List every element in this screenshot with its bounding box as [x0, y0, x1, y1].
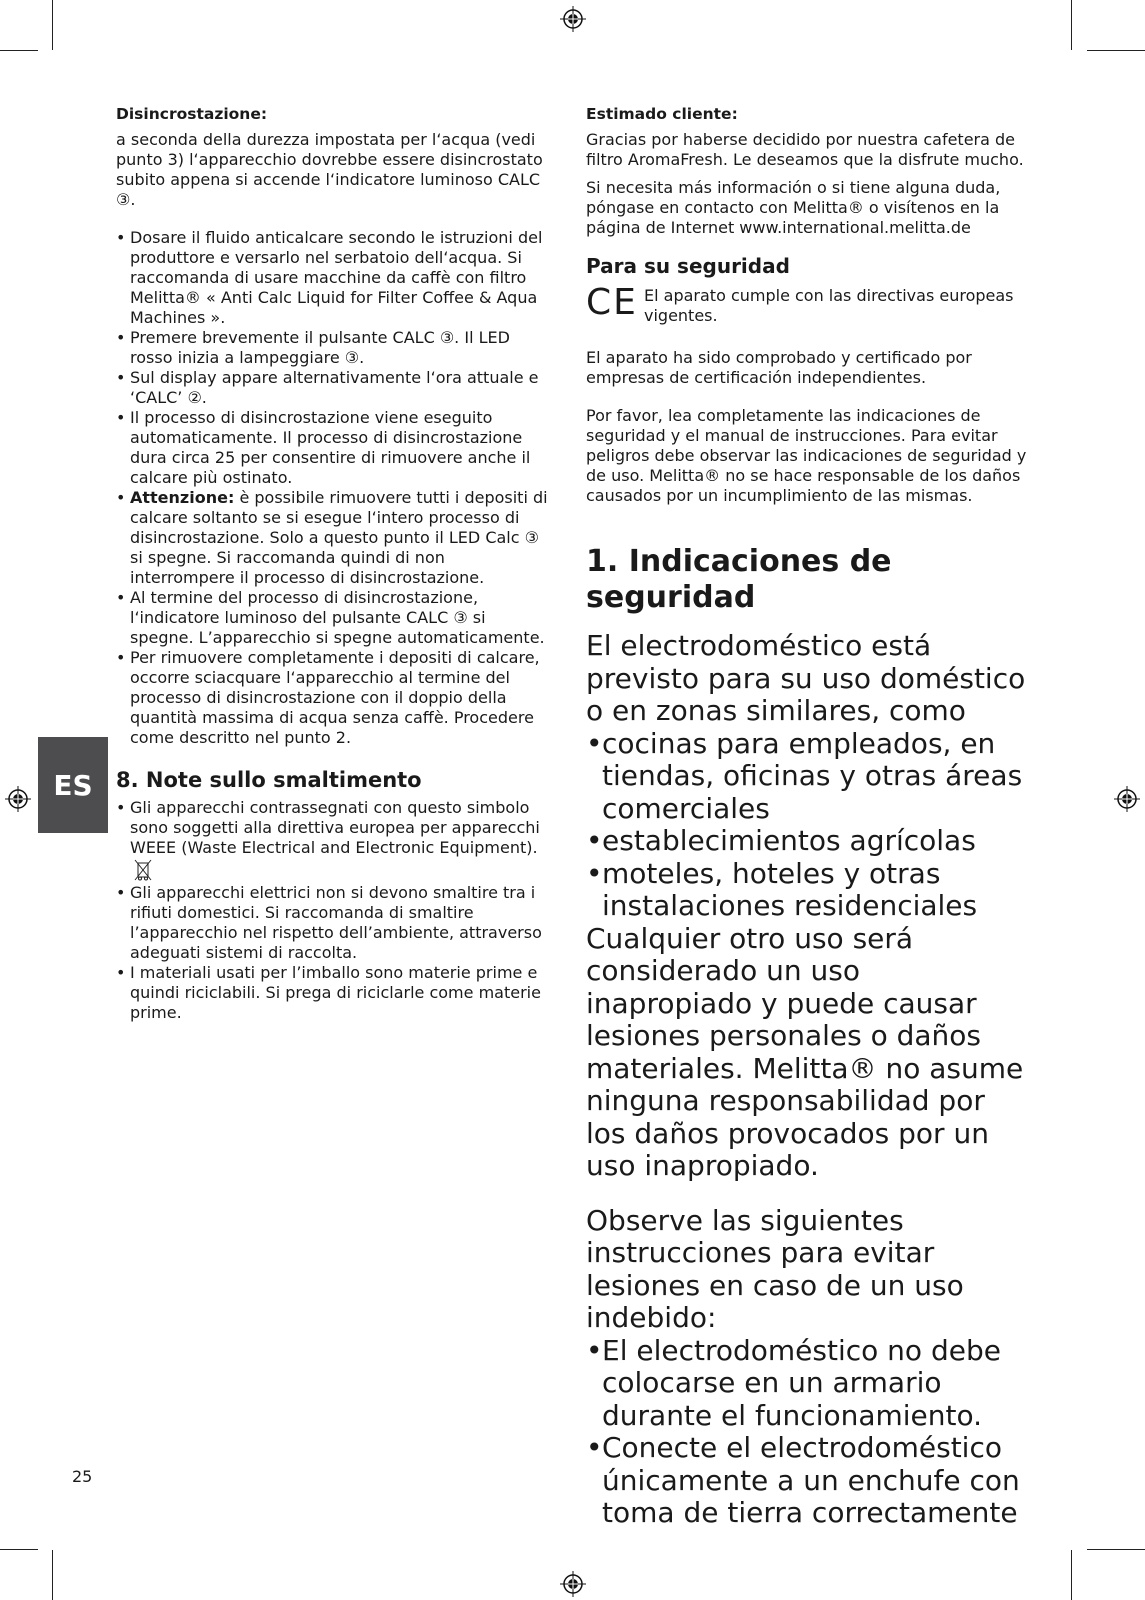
intended-use-text: El electrodoméstico está previsto para su uso doméstico o en zonas similares, como [586, 629, 1026, 727]
greeting-paragraph: Si necesita más información o si tiene alguna duda, póngase en contacto con Melitta® o visítenos en la página de Internet www.international.melitta.de [586, 178, 1001, 237]
observe-text: Observe las siguientes instrucciones para evitar lesiones en caso de un uso indebido: [586, 1203, 964, 1334]
ce-conformity [586, 282, 1031, 326]
ce-text: El aparato cumple con las directivas europeas vigentes. [644, 286, 1014, 325]
registration-mark-icon [1114, 786, 1140, 812]
greeting-heading: Estimado cliente: [586, 105, 738, 123]
list-item: • Dosare il fluido anticalcare secondo le istruzioni del produttore e versarlo nel serbatoio dell‘acqua. Si raccomanda di usare macchine da caffè con filtro Melitta® « Anti Calc Liquid for Filter Coffee & Aqua Machines ». [116, 228, 548, 328]
decalc-heading: Disincrostazione: [116, 105, 268, 123]
safety-paragraph: Por favor, lea completamente las indicaciones de seguridad y el manual de instrucciones. Para evitar peligros debe observar las indicaciones de seguridad y de uso. Melitta® no se hace responsable de los daños causados por un incumplimiento de las mismas. [586, 406, 1027, 505]
list-item: • Conecte el electrodoméstico únicamente a un enchufe con toma de tierra correctamente [586, 1432, 1031, 1530]
list-item: • Per rimuovere completamente i depositi di calcare, occorre sciacquare l‘apparecchio al termine del processo di disincrostazione con il doppio della quantità massima di acqua senza caffè. Procedere come descritto nel punto 2. [116, 648, 548, 748]
use-list [586, 728, 1031, 923]
list-item: • Al termine del processo di disincrostazione, l‘indicatore luminoso del pulsante CALC ③ si spegne. L’apparecchio si spegne automaticamente. [116, 588, 548, 648]
disposal-item-text: Gli apparecchi contrassegnati con questo simbolo sono soggetti alla direttiva europea per apparecchi WEEE (Waste Electrical and Electronic Equipment). [130, 798, 540, 857]
observe-list [586, 1335, 1031, 1530]
crop-mark [1071, 0, 1072, 50]
list-item: • moteles, hoteles y otras instalaciones residenciales [586, 858, 1031, 923]
list-item: • cocinas para empleados, en tiendas, oficinas y otras áreas comerciales [586, 728, 1031, 826]
greeting-paragraph: Gracias por haberse decidido por nuestra cafetera de filtro AromaFresh. Le deseamos que la disfrute mucho. [586, 130, 1024, 169]
registration-mark-icon [560, 6, 586, 32]
attention-label: Attenzione: [130, 488, 235, 507]
left-column [116, 104, 548, 1023]
crop-mark [52, 0, 53, 50]
list-item [116, 798, 548, 883]
list-item: • Sul display appare alternativamente l‘ora attuale e ‘CALC’ ②. [116, 368, 548, 408]
section-heading: 1. Indicaciones de seguridad [586, 544, 892, 615]
crop-mark [1071, 1550, 1072, 1600]
list-item: • El electrodoméstico no debe colocarse en un armario durante el funcionamiento. [586, 1335, 1031, 1433]
ce-mark-icon: CE [586, 282, 638, 323]
crop-mark [1087, 1549, 1145, 1550]
crop-mark [52, 1550, 53, 1600]
disposal-heading: 8. Note sullo smaltimento [116, 768, 422, 792]
misuse-text: Cualquier otro uso será considerado un uso inapropiado y puede causar lesiones personales o daños materiales. Melitta® no asume ninguna responsabilidad por los daños provocados por un uso inapropiado. [586, 921, 1024, 1182]
attention-text: è possibile rimuovere tutti i depositi di calcare soltanto se si esegue l‘intero processo di disincrostazione. Solo a questo punto il LED Calc ③ si spegne. Si raccomanda quindi di non interrompere il processo di disincrostazione. [130, 488, 548, 587]
decalc-intro: a seconda della durezza impostata per l‘acqua (vedi punto 3) l‘apparecchio dovrebbe essere disincrostato subito appena si accende l‘indicatore luminoso CALC ③. [116, 130, 543, 209]
weee-bin-icon [134, 858, 152, 882]
registration-mark-icon [5, 786, 31, 812]
list-item: • Gli apparecchi elettrici non si devono smaltire tra i rifiuti domestici. Si raccomanda di smaltire l’apparecchio nel rispetto dell’ambiente, attraverso adeguati sistemi di raccolta. [116, 883, 548, 963]
page-number: 25 [72, 1467, 93, 1486]
safety-heading: Para su seguridad [586, 254, 790, 278]
list-item: • I materiali usati per l’imballo sono materie prime e quindi riciclabili. Si prega di riciclarle come materie prime. [116, 963, 548, 1023]
list-item: • establecimientos agrícolas [586, 825, 1031, 858]
decalc-list [116, 228, 548, 748]
right-column [586, 104, 1031, 1530]
crop-mark [0, 50, 38, 51]
list-item: • Premere brevemente il pulsante CALC ③. Il LED rosso inizia a lampeggiare ③. [116, 328, 548, 368]
list-item: • Il processo di disincrostazione viene eseguito automaticamente. Il processo di disincrostazione dura circa 25 per consentire di rimuovere anche il calcare più ostinato. [116, 408, 548, 488]
disposal-list [116, 798, 548, 1023]
list-item [116, 488, 548, 588]
language-tab: ES [38, 737, 108, 833]
safety-paragraph: El aparato ha sido comprobado y certificado por empresas de certificación independientes. [586, 348, 972, 387]
registration-mark-icon [560, 1571, 586, 1597]
crop-mark [1087, 50, 1145, 51]
safety-instructions [586, 630, 1031, 1530]
crop-mark [0, 1549, 38, 1550]
